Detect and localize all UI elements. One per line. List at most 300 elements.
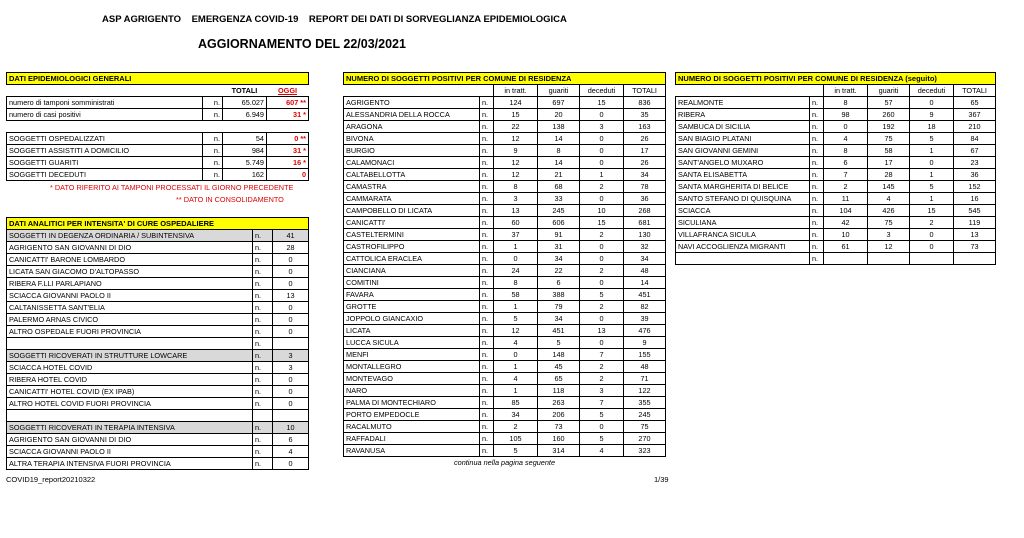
comune-in-tratt: 2 (494, 421, 538, 433)
comune-in-tratt: 12 (494, 169, 538, 181)
hospital-label: SCIACCA HOTEL COVID (7, 362, 253, 374)
comune-guariti: 73 (538, 421, 580, 433)
comune-unit: n. (810, 97, 824, 109)
comune-unit: n. (480, 253, 494, 265)
hospital-value: 0 (273, 326, 309, 338)
comune-unit: n. (810, 205, 824, 217)
comune-unit: n. (810, 193, 824, 205)
comune-name: CAMASTRA (344, 181, 480, 193)
comune-in-tratt: 104 (824, 205, 868, 217)
row-today: 31 * (267, 109, 309, 121)
general-row (7, 145, 309, 157)
comune-row (344, 325, 666, 337)
comune-name: CALTABELLOTTA (344, 169, 480, 181)
comune-guariti: 451 (538, 325, 580, 337)
comune-row (344, 301, 666, 313)
comune-totali: 367 (954, 109, 996, 121)
comune-guariti: 34 (538, 253, 580, 265)
comune-unit: n. (480, 205, 494, 217)
comune-in-tratt: 22 (494, 121, 538, 133)
row-unit: n. (203, 97, 223, 109)
hospital-row (7, 374, 309, 386)
comune-in-tratt: 124 (494, 97, 538, 109)
row-label: SOGGETTI DECEDUTI (7, 169, 203, 181)
hospital-label (7, 338, 253, 350)
comune-guariti: 68 (538, 181, 580, 193)
comune-row (676, 205, 996, 217)
comune-name: COMITINI (344, 277, 480, 289)
hospital-value: 0 (273, 254, 309, 266)
comune-in-tratt: 4 (824, 133, 868, 145)
row-unit: n. (203, 169, 223, 181)
comune-totali: 155 (624, 349, 666, 361)
col-header: TOTALI (954, 85, 996, 97)
comune-name: CANICATTI' (344, 217, 480, 229)
comune-totali: 355 (624, 397, 666, 409)
comune-row (344, 361, 666, 373)
row-today: 607 ** (267, 97, 309, 109)
hospital-title: DATI ANALITICI PER INTENSITA' DI CURE OSPEDALIERE (7, 218, 309, 230)
comune-totali: 75 (624, 421, 666, 433)
comune-guariti: 75 (868, 133, 910, 145)
col-header: deceduti (910, 85, 954, 97)
comune-deceduti (910, 253, 954, 265)
comune-name: MONTALLEGRO (344, 361, 480, 373)
comune-deceduti: 3 (580, 385, 624, 397)
hospital-unit: n. (253, 398, 273, 410)
hospital-value: 0 (273, 374, 309, 386)
page-number: 1/39 (654, 475, 669, 484)
comune-in-tratt: 98 (824, 109, 868, 121)
report-filename: COVID19_report20210322 (6, 475, 96, 484)
hospital-label: AGRIGENTO SAN GIOVANNI DI DIO (7, 434, 253, 446)
comune-row (344, 265, 666, 277)
comune-row (344, 397, 666, 409)
hospital-row (7, 314, 309, 326)
comune-row (344, 145, 666, 157)
hospital-unit: n. (253, 254, 273, 266)
hospital-value (273, 410, 309, 422)
hospital-value: 28 (273, 242, 309, 254)
hospital-value (273, 338, 309, 350)
comune-guariti: 5 (538, 337, 580, 349)
comune-totali: 67 (954, 145, 996, 157)
comune-name: SCIACCA (676, 205, 810, 217)
comune-deceduti: 2 (580, 373, 624, 385)
comune-guariti: 79 (538, 301, 580, 313)
comune-totali: 78 (624, 181, 666, 193)
comune-deceduti: 0 (580, 253, 624, 265)
comune-guariti: 45 (538, 361, 580, 373)
comune-guariti: 28 (868, 169, 910, 181)
note-tamponi: * DATO RIFERITO AI TAMPONI PROCESSATI IL GIORNO PRECEDENTE (50, 183, 294, 192)
hospital-row (7, 242, 309, 254)
comune-totali (954, 253, 996, 265)
comune-row (676, 169, 996, 181)
comune-totali: 545 (954, 205, 996, 217)
comune-deceduti: 0 (580, 421, 624, 433)
hospital-unit: n. (253, 302, 273, 314)
comune-guariti: 91 (538, 229, 580, 241)
comune-guariti: 21 (538, 169, 580, 181)
comune-guariti: 17 (868, 157, 910, 169)
comune-deceduti: 0 (580, 157, 624, 169)
col-oggi: OGGI (277, 85, 298, 95)
hospital-unit: n. (253, 242, 273, 254)
comune-row (676, 229, 996, 241)
hospital-label: CALTANISSETTA SANT'ELIA (7, 302, 253, 314)
comune-deceduti: 0 (910, 157, 954, 169)
comune-deceduti: 0 (580, 133, 624, 145)
comune-name: PORTO EMPEDOCLE (344, 409, 480, 421)
comune-totali: 476 (624, 325, 666, 337)
comune-unit: n. (480, 385, 494, 397)
comune-guariti: 192 (868, 121, 910, 133)
row-total: 162 (223, 169, 267, 181)
comune-name: PALMA DI MONTECHIARO (344, 397, 480, 409)
comune-deceduti: 5 (910, 181, 954, 193)
col-header: in tratt. (494, 85, 538, 97)
hospital-unit (253, 410, 273, 422)
comune-row (344, 433, 666, 445)
comune-row (344, 337, 666, 349)
comune-totali: 39 (624, 313, 666, 325)
comune-in-tratt: 12 (494, 157, 538, 169)
comune-totali: 245 (624, 409, 666, 421)
comune-deceduti: 0 (580, 241, 624, 253)
comune-row (344, 217, 666, 229)
comune-guariti: 20 (538, 109, 580, 121)
comune-unit: n. (810, 109, 824, 121)
col-header: guariti (538, 85, 580, 97)
comune-in-tratt: 0 (824, 121, 868, 133)
comune-deceduti: 2 (580, 301, 624, 313)
comune-in-tratt: 1 (494, 241, 538, 253)
comune-row (344, 241, 666, 253)
comune-unit: n. (480, 109, 494, 121)
comune-guariti: 148 (538, 349, 580, 361)
comune-deceduti: 7 (580, 397, 624, 409)
row-total: 984 (223, 145, 267, 157)
hospital-unit: n. (253, 422, 273, 434)
hospital-label: AGRIGENTO SAN GIOVANNI DI DIO (7, 242, 253, 254)
comune-totali: 65 (954, 97, 996, 109)
hospital-row (7, 326, 309, 338)
comune-in-tratt: 8 (824, 97, 868, 109)
comune-row (344, 373, 666, 385)
comune-in-tratt: 0 (494, 253, 538, 265)
hospital-row (7, 458, 309, 470)
comune-deceduti: 2 (910, 217, 954, 229)
comune-row (676, 121, 996, 133)
comune-row (344, 313, 666, 325)
comune-name: MONTEVAGO (344, 373, 480, 385)
comune-unit: n. (480, 193, 494, 205)
comune-totali: 130 (624, 229, 666, 241)
comune-guariti: 31 (538, 241, 580, 253)
comune-guariti: 388 (538, 289, 580, 301)
comune-row (676, 253, 996, 265)
comune-totali: 119 (954, 217, 996, 229)
comune-deceduti: 18 (910, 121, 954, 133)
hospital-row (7, 266, 309, 278)
comune-guariti: 57 (868, 97, 910, 109)
comune-totali: 210 (954, 121, 996, 133)
row-today: 16 * (267, 157, 309, 169)
comune-totali: 84 (954, 133, 996, 145)
row-label: numero di casi positivi (7, 109, 203, 121)
comune-totali: 681 (624, 217, 666, 229)
hospital-value: 41 (273, 230, 309, 242)
comune-name: VILLAFRANCA SICULA (676, 229, 810, 241)
comune-unit: n. (480, 169, 494, 181)
comune-name: NARO (344, 385, 480, 397)
comune-deceduti: 0 (580, 193, 624, 205)
comune-row (344, 445, 666, 457)
comune-deceduti: 3 (580, 121, 624, 133)
comune-in-tratt: 15 (494, 109, 538, 121)
hospital-unit: n. (253, 362, 273, 374)
hospital-label: LICATA SAN GIACOMO D'ALTOPASSO (7, 266, 253, 278)
comuni-title: NUMERO DI SOGGETTI POSITIVI PER COMUNE DI RESIDENZA (344, 73, 666, 85)
comune-unit: n. (480, 277, 494, 289)
comune-guariti: 3 (868, 229, 910, 241)
row-total: 6.949 (223, 109, 267, 121)
comune-name: CATTOLICA ERACLEA (344, 253, 480, 265)
comune-in-tratt: 6 (824, 157, 868, 169)
comune-row (344, 253, 666, 265)
comune-guariti: 65 (538, 373, 580, 385)
comuni-table-continued (675, 72, 996, 265)
comune-name: ARAGONA (344, 121, 480, 133)
comune-deceduti: 10 (580, 205, 624, 217)
comune-row (676, 97, 996, 109)
comune-guariti: 138 (538, 121, 580, 133)
comune-row (344, 181, 666, 193)
comune-deceduti: 0 (580, 145, 624, 157)
comune-deceduti: 0 (910, 229, 954, 241)
general-data-title: DATI EPIDEMIOLOGICI GENERALI (7, 73, 309, 85)
hospital-label: PALERMO ARNAS CIVICO (7, 314, 253, 326)
hospital-label: ALTRO HOTEL COVID FUORI PROVINCIA (7, 398, 253, 410)
row-today: 0 (267, 169, 309, 181)
comune-deceduti: 15 (580, 97, 624, 109)
hospital-value: 10 (273, 422, 309, 434)
comune-guariti: 12 (868, 241, 910, 253)
report-title: ASP AGRIGENTO EMERGENZA COVID-19 REPORT DEI DATI DI SORVEGLIANZA EPIDEMIOLOGICA (102, 14, 567, 25)
comune-name: SAN BIAGIO PLATANI (676, 133, 810, 145)
hospital-row (7, 338, 309, 350)
comune-unit: n. (480, 217, 494, 229)
comune-totali: 36 (624, 193, 666, 205)
hospital-label (7, 410, 253, 422)
comune-unit: n. (810, 241, 824, 253)
comune-guariti: 314 (538, 445, 580, 457)
hospital-value: 0 (273, 386, 309, 398)
comune-totali: 451 (624, 289, 666, 301)
spacer-row (7, 121, 309, 133)
comune-row (676, 193, 996, 205)
hospital-unit: n. (253, 446, 273, 458)
comune-in-tratt: 1 (494, 385, 538, 397)
row-label: SOGGETTI OSPEDALIZZATI (7, 133, 203, 145)
comune-unit: n. (480, 397, 494, 409)
comune-deceduti: 15 (910, 205, 954, 217)
comune-name: MENFI (344, 349, 480, 361)
comune-totali: 13 (954, 229, 996, 241)
col-totali: TOTALI (231, 85, 258, 95)
comune-in-tratt: 61 (824, 241, 868, 253)
comune-row (344, 169, 666, 181)
comune-in-tratt: 8 (824, 145, 868, 157)
comune-row (344, 277, 666, 289)
update-date: AGGIORNAMENTO DEL 22/03/2021 (198, 37, 406, 51)
comune-in-tratt: 3 (494, 193, 538, 205)
comune-unit: n. (810, 253, 824, 265)
comune-row (344, 385, 666, 397)
hospital-row (7, 362, 309, 374)
row-total: 65.027 (223, 97, 267, 109)
comune-in-tratt: 5 (494, 445, 538, 457)
comune-in-tratt: 4 (494, 337, 538, 349)
row-total: 5.749 (223, 157, 267, 169)
general-row (7, 109, 309, 121)
hospital-label: ALTRA TERAPIA INTENSIVA FUORI PROVINCIA (7, 458, 253, 470)
comune-row (344, 349, 666, 361)
comune-name: RAFFADALI (344, 433, 480, 445)
hospital-row (7, 398, 309, 410)
comune-name: SANTA MARGHERITA DI BELICE (676, 181, 810, 193)
comune-guariti: 22 (538, 265, 580, 277)
comune-totali: 73 (954, 241, 996, 253)
general-data-table (6, 72, 309, 181)
comune-totali: 163 (624, 121, 666, 133)
comune-unit: n. (480, 337, 494, 349)
comune-deceduti: 1 (580, 169, 624, 181)
comune-unit: n. (480, 145, 494, 157)
comune-unit: n. (480, 373, 494, 385)
comune-deceduti: 0 (580, 277, 624, 289)
col-header: in tratt. (824, 85, 868, 97)
comune-deceduti: 5 (910, 133, 954, 145)
comune-unit: n. (810, 181, 824, 193)
comune-deceduti: 0 (580, 337, 624, 349)
comune-unit: n. (480, 133, 494, 145)
comune-unit: n. (480, 445, 494, 457)
comune-totali: 26 (624, 133, 666, 145)
hospital-value: 4 (273, 446, 309, 458)
comune-name: CAMMARATA (344, 193, 480, 205)
hospital-unit: n. (253, 434, 273, 446)
comune-unit: n. (810, 133, 824, 145)
hospital-unit: n. (253, 278, 273, 290)
comune-name: CAMPOBELLO DI LICATA (344, 205, 480, 217)
comune-row (676, 133, 996, 145)
comune-row (344, 97, 666, 109)
comune-name: RIBERA (676, 109, 810, 121)
comune-deceduti: 4 (580, 445, 624, 457)
comune-in-tratt: 10 (824, 229, 868, 241)
comune-name: NAVI ACCOGLIENZA MIGRANTI (676, 241, 810, 253)
comune-deceduti: 5 (580, 409, 624, 421)
comune-in-tratt: 8 (494, 181, 538, 193)
row-unit: n. (203, 133, 223, 145)
comune-in-tratt: 1 (494, 361, 538, 373)
comune-guariti: 4 (868, 193, 910, 205)
comune-in-tratt: 9 (494, 145, 538, 157)
comune-in-tratt: 60 (494, 217, 538, 229)
comune-deceduti: 2 (580, 265, 624, 277)
hospital-label: SCIACCA GIOVANNI PAOLO II (7, 290, 253, 302)
comune-unit: n. (810, 217, 824, 229)
comune-totali: 48 (624, 265, 666, 277)
comune-totali: 35 (624, 109, 666, 121)
comune-unit: n. (810, 169, 824, 181)
comune-row (344, 109, 666, 121)
row-unit: n. (203, 109, 223, 121)
comune-name: CASTROFILIPPO (344, 241, 480, 253)
comune-in-tratt: 13 (494, 205, 538, 217)
comune-unit: n. (810, 157, 824, 169)
comune-row (344, 133, 666, 145)
hospital-row (7, 410, 309, 422)
comune-totali: 36 (954, 169, 996, 181)
comune-name: RAVANUSA (344, 445, 480, 457)
comune-deceduti: 1 (910, 145, 954, 157)
comune-deceduti: 5 (580, 289, 624, 301)
comune-unit: n. (480, 289, 494, 301)
comune-guariti: 697 (538, 97, 580, 109)
comune-deceduti: 0 (910, 241, 954, 253)
comune-deceduti: 2 (580, 229, 624, 241)
continue-note: continua nella pagina seguente (453, 457, 556, 467)
row-label: numero di tamponi somministrati (7, 97, 203, 109)
comune-guariti: 118 (538, 385, 580, 397)
comune-unit: n. (480, 241, 494, 253)
comune-unit: n. (480, 301, 494, 313)
comune-name: REALMONTE (676, 97, 810, 109)
col-header: deceduti (580, 85, 624, 97)
comune-name: SAMBUCA DI SICILIA (676, 121, 810, 133)
comune-row (676, 109, 996, 121)
comune-name: LUCCA SICULA (344, 337, 480, 349)
comune-in-tratt: 11 (824, 193, 868, 205)
hospital-value: 0 (273, 314, 309, 326)
comune-totali: 48 (624, 361, 666, 373)
hospital-row (7, 290, 309, 302)
comune-unit: n. (810, 121, 824, 133)
comuni-continued-title: NUMERO DI SOGGETTI POSITIVI PER COMUNE DI RESIDENZA (seguito) (676, 73, 996, 85)
comune-guariti: 33 (538, 193, 580, 205)
comune-name: AGRIGENTO (344, 97, 480, 109)
row-unit: n. (203, 157, 223, 169)
comune-guariti: 14 (538, 133, 580, 145)
comune-unit: n. (480, 265, 494, 277)
comune-in-tratt: 34 (494, 409, 538, 421)
comune-guariti: 58 (868, 145, 910, 157)
comune-name: CIANCIANA (344, 265, 480, 277)
comune-deceduti: 13 (580, 325, 624, 337)
comune-guariti (868, 253, 910, 265)
comune-unit: n. (810, 229, 824, 241)
comune-unit: n. (480, 349, 494, 361)
comune-name: BURGIO (344, 145, 480, 157)
comune-unit: n. (480, 409, 494, 421)
comune-name: RACALMUTO (344, 421, 480, 433)
comune-name: BIVONA (344, 133, 480, 145)
hospital-value: 0 (273, 458, 309, 470)
comune-deceduti: 0 (580, 313, 624, 325)
